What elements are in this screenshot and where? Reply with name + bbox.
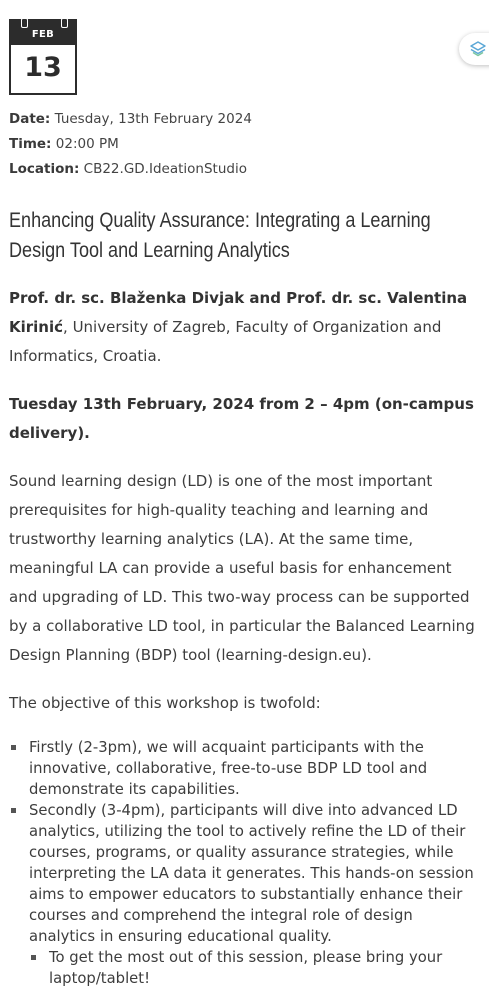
bullet-icon (11, 745, 16, 750)
presenter-names: Prof. dr. sc. Blaženka Divjak and Prof. dr. sc. Valentina Kirinić (9, 289, 468, 336)
sub-note-text: To get the most out of this session, please bring your laptop/tablet! (49, 949, 443, 987)
description: Sound learning design (LD) is one of the most important prerequisites for high-quality teaching and learning and trustworthy learning analytics (LA). At the same time, meaningful LA can provide a useful basis for enhancement and upgrading of LD. This two-way process can be supported by a collaborative LD tool, in particular the Balanced Learning Design Planning (BDP) tool (learning-design.eu). (9, 472, 475, 664)
location-label: Location: (9, 161, 80, 177)
schedule (9, 390, 483, 448)
date-value: Tuesday, 13th February 2024 (54, 111, 252, 127)
list-item (9, 800, 483, 989)
calendar-month: FEB (11, 21, 75, 45)
objective-text: Secondly (3-4pm), participants will dive into advanced LD analytics, utilizing the tool to actively refine the LD of their courses, programs, or quality assurance strategies, while interpreting the LA data it generates. This hands-on session aims to empower educators to substantially enhance their courses and comprehend the integral role of design analytics in ensuring educational quality. (29, 802, 474, 945)
objective-text: Firstly (2-3pm), we will acquaint participants with the innovative, collaborative, free-to-use BDP LD tool and demonstrate its capabilities. (29, 739, 428, 798)
event-location (9, 160, 247, 178)
event-time (9, 135, 119, 153)
event-date (9, 110, 252, 128)
location-value: CB22.GD.IdeationStudio (83, 161, 247, 177)
calendar-icon (9, 19, 77, 95)
event-title: Enhancing Quality Assurance: Integrating a Learning Design Tool and Learning Analytics (9, 209, 431, 262)
layers-icon (469, 40, 487, 58)
bullet-icon (31, 955, 36, 960)
presenters (9, 284, 483, 371)
calendar-ring (21, 18, 28, 28)
date-label: Date: (9, 111, 51, 127)
calendar-day: 13 (24, 52, 62, 83)
sub-list (29, 947, 483, 989)
time-value: 02:00 PM (55, 136, 119, 152)
presenter-affiliation: , University of Zagreb, Faculty of Organization and Informatics, Croatia. (9, 318, 442, 365)
list-item (9, 737, 483, 800)
time-label: Time: (9, 136, 52, 152)
calendar-ring (61, 18, 68, 28)
objective-intro: The objective of this workshop is twofold: (9, 694, 321, 712)
bullet-icon (11, 808, 16, 813)
list-item (29, 947, 483, 989)
schedule-text: Tuesday 13th February, 2024 from 2 – 4pm (on-campus delivery). (9, 395, 474, 442)
objectives-list (9, 737, 483, 989)
floating-layers-button[interactable] (459, 33, 489, 65)
